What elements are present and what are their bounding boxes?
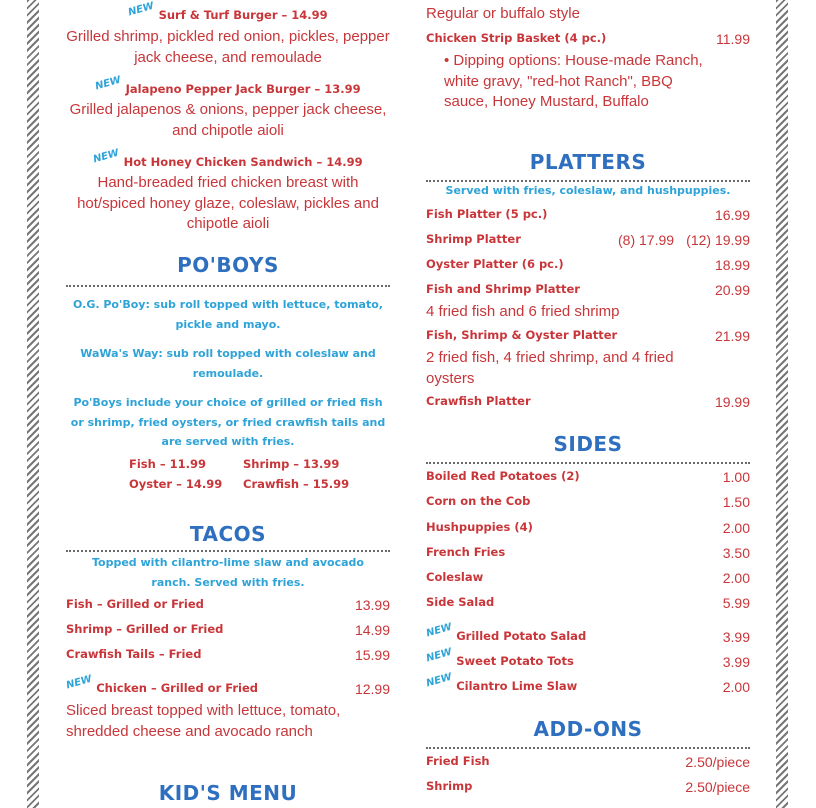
item-name	[64, 673, 259, 695]
item-name: Shrimp – Grilled or Fried	[66, 622, 224, 636]
item-price: 14.99	[354, 622, 390, 638]
item-price: 13.99	[354, 597, 390, 613]
new-badge: NEW	[64, 673, 94, 692]
item-description: 2 fried fish, 4 fried shrimp, and 4 fried oysters	[426, 349, 674, 387]
menu-row-side	[426, 494, 750, 514]
divider	[426, 747, 750, 749]
item-title: Hot Honey Chicken Sandwich – 14.99	[123, 155, 363, 169]
menu-row-shrimp-platter	[426, 232, 750, 252]
item-name: Side Salad	[426, 595, 495, 609]
item-price: 11.99	[716, 31, 750, 47]
item-name-text: Cilantro Lime Slaw	[456, 679, 578, 693]
platters-note: Served with fries, coleslaw, and hushpuppies.	[445, 184, 731, 197]
item-description: Grilled jalapenos & onions, pepper jack cheese, and chipotle aioli	[69, 101, 387, 139]
section-heading-tacos: TACOS	[189, 522, 267, 546]
menu-row-taco-chicken	[64, 673, 390, 701]
item-description: 4 fried fish and 6 fried shrimp	[426, 303, 620, 320]
item-name	[424, 621, 587, 643]
item-price: 3.99	[722, 654, 750, 670]
menu-item-surf-turf	[66, 0, 390, 23]
item-name-text: Chicken – Grilled or Fried	[96, 681, 259, 695]
item-name: Fried Fish	[426, 754, 490, 768]
menu-row-side-new	[424, 621, 750, 649]
menu-row-side-new	[424, 646, 750, 674]
poboy-price-oyster: Oyster – 14.99	[129, 477, 223, 491]
item-price-small: (8) 17.99	[618, 232, 675, 248]
menu-row-addon	[426, 779, 750, 799]
item-price: 20.99	[714, 282, 750, 298]
item-description: Hand-breaded fried chicken breast with hot/spiced honey glaze, coleslaw, pickles and chipotle aioli	[77, 174, 379, 232]
item-price: 19.99	[714, 394, 750, 410]
menu-row-taco-crawfish	[66, 647, 390, 667]
poboy-price-fish: Fish – 11.99	[129, 457, 206, 471]
item-name: Fish and Shrimp Platter	[426, 282, 580, 296]
divider	[66, 285, 390, 287]
item-price: 3.99	[722, 629, 750, 645]
item-name: Boiled Red Potatoes (2)	[426, 469, 580, 483]
item-price: 15.99	[354, 647, 390, 663]
menu-row-fish-platter	[426, 207, 750, 227]
item-price: 5.99	[722, 595, 750, 611]
menu-row-side	[426, 469, 750, 489]
menu-row-fish-shrimp-platter	[426, 282, 750, 302]
divider	[66, 550, 390, 552]
item-name-text: Grilled Potato Salad	[456, 629, 587, 643]
item-price: 1.50	[722, 494, 750, 510]
item-name: Hushpuppies (4)	[426, 520, 533, 534]
new-badge: NEW	[94, 74, 123, 93]
poboy-price-crawfish: Crawfish – 15.99	[243, 477, 350, 491]
new-badge: NEW	[424, 621, 454, 640]
item-name: Crawfish Platter	[426, 394, 531, 408]
section-heading-sides: SIDES	[553, 432, 623, 456]
item-price: 2.00	[722, 679, 750, 695]
rope-border-left	[27, 0, 39, 808]
item-name: Fish Platter (5 pc.)	[426, 207, 548, 221]
section-heading-kids-menu: KID'S MENU	[158, 781, 298, 805]
rope-border-right	[776, 0, 788, 808]
section-heading-poboys: PO'BOYS	[177, 253, 279, 277]
menu-row-side	[426, 545, 750, 565]
item-name: Oyster Platter (6 pc.)	[426, 257, 564, 271]
item-price: 18.99	[714, 257, 750, 273]
new-badge: NEW	[424, 646, 454, 665]
item-name	[424, 646, 574, 668]
divider	[426, 462, 750, 464]
item-price: (12) 19.99	[686, 232, 750, 248]
menu-row-addon	[426, 754, 750, 774]
item-price: 3.50	[722, 545, 750, 561]
poboy-og-note: O.G. Po'Boy: sub roll topped with lettuce, tomato, pickle and mayo.	[73, 298, 383, 331]
menu-row-side-new	[424, 671, 750, 699]
item-description: Sliced breast topped with lettuce, tomato, shredded cheese and avocado ranch	[66, 702, 341, 740]
menu-row-oyster-platter	[426, 257, 750, 277]
item-price: 21.99	[714, 328, 750, 344]
menu-row-chicken-strip	[426, 31, 750, 51]
poboy-includes-note: Po'Boys include your choice of grilled or fried fish or shrimp, fried oysters, or fried crawfish tails and are served with fries.	[70, 396, 386, 448]
item-description: • Dipping options: House-made Ranch, white gravy, "red-hot Ranch", BBQ sauce, Honey Mustard, Buffalo	[444, 52, 703, 110]
item-price: 16.99	[714, 207, 750, 223]
new-badge: NEW	[424, 671, 454, 690]
new-badge: NEW	[127, 0, 156, 19]
item-price: 2.50/piece	[685, 779, 750, 795]
menu-row-taco-shrimp	[66, 622, 390, 642]
item-name	[424, 671, 578, 693]
item-name: Corn on the Cob	[426, 494, 531, 508]
new-badge: NEW	[92, 147, 121, 166]
item-description: Grilled shrimp, pickled red onion, pickles, pepper jack cheese, and remoulade	[66, 28, 390, 66]
item-price: 1.00	[722, 469, 750, 485]
item-price: 12.99	[354, 681, 390, 697]
item-description: Regular or buffalo style	[426, 5, 580, 22]
section-heading-addons: ADD-ONS	[533, 717, 643, 741]
menu-row-fish-shrimp-oyster-platter	[426, 328, 750, 348]
menu-item-jalapeno-burger	[66, 74, 390, 97]
item-name: Crawfish Tails – Fried	[66, 647, 202, 661]
item-name: Coleslaw	[426, 570, 484, 584]
item-name: Shrimp Platter	[426, 232, 521, 246]
item-price: 2.00	[722, 520, 750, 536]
item-title: Surf & Turf Burger – 14.99	[158, 8, 328, 22]
menu-row-side	[426, 570, 750, 590]
tacos-note: Topped with cilantro-lime slaw and avocado ranch. Served with fries.	[92, 556, 364, 589]
item-name: Fish – Grilled or Fried	[66, 597, 204, 611]
menu-row-taco-fish	[66, 597, 390, 617]
item-title: Jalapeno Pepper Jack Burger – 13.99	[125, 82, 361, 96]
item-name: Fish, Shrimp & Oyster Platter	[426, 328, 618, 342]
item-name: Shrimp	[426, 779, 473, 793]
menu-row-side	[426, 520, 750, 540]
menu-row-crawfish-platter	[426, 394, 750, 414]
poboy-price-shrimp: Shrimp – 13.99	[243, 457, 340, 471]
menu-item-hot-honey-chicken	[66, 147, 390, 170]
item-name: French Fries	[426, 545, 506, 559]
poboy-wawa-note: WaWa's Way: sub roll topped with coleslaw and remoulade.	[80, 347, 376, 380]
item-price: 2.50/piece	[685, 754, 750, 770]
menu-row-side	[426, 595, 750, 615]
item-name-text: Sweet Potato Tots	[456, 654, 574, 668]
section-heading-platters: PLATTERS	[529, 150, 647, 174]
item-price: 2.00	[722, 570, 750, 586]
item-name: Chicken Strip Basket (4 pc.)	[426, 31, 607, 45]
